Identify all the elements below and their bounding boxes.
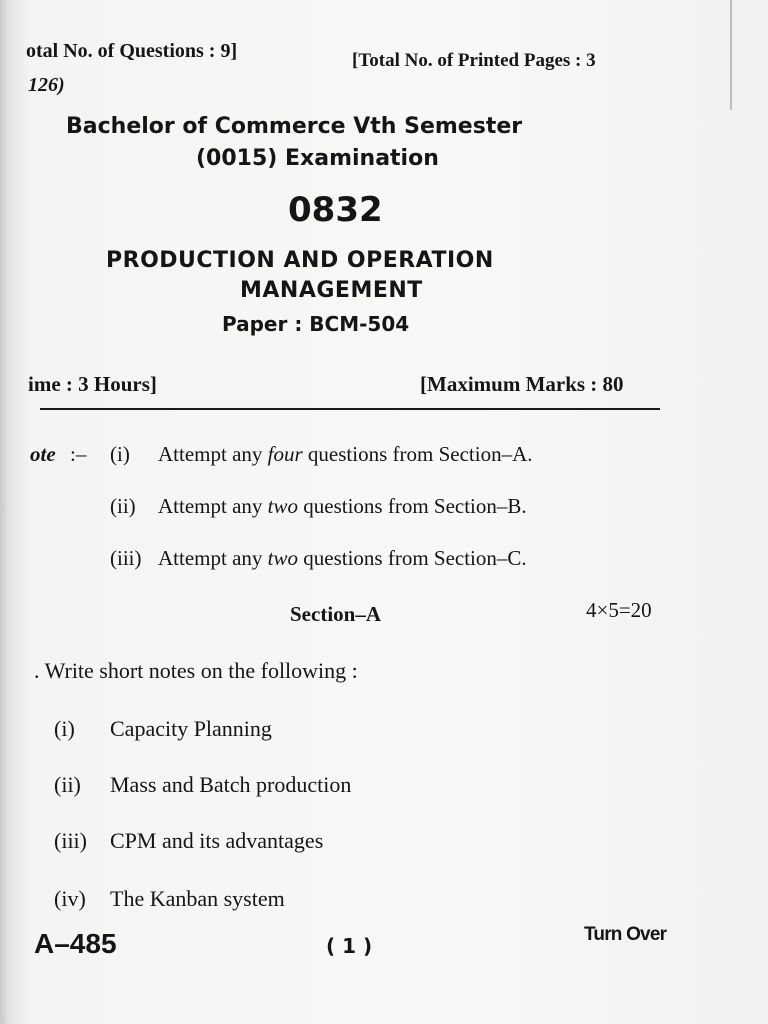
note-item-text: questions from Section–A. xyxy=(302,442,533,466)
question-item xyxy=(54,716,272,742)
question-item-text: Mass and Batch production xyxy=(110,772,352,797)
question-item-text: The Kanban system xyxy=(110,886,285,911)
page-left-shadow xyxy=(0,0,8,1024)
note-item-text: questions from Section–B. xyxy=(298,494,527,518)
note-item-number: (i) xyxy=(110,442,130,466)
paper-number: Paper : BCM-504 xyxy=(222,312,410,336)
note-label: ote xyxy=(30,442,56,466)
note-item xyxy=(110,546,527,571)
question-item-text: CPM and its advantages xyxy=(110,828,324,853)
note-dash: :– xyxy=(70,442,87,466)
note-item-number: (ii) xyxy=(110,494,136,518)
note-item-text: Attempt any xyxy=(158,546,268,570)
note-item-emphasis: two xyxy=(267,494,298,518)
question-prompt: . Write short notes on the following : xyxy=(34,658,358,683)
note-item xyxy=(110,494,527,519)
question-item-number: (ii) xyxy=(54,772,81,797)
paper-code: 0832 xyxy=(288,190,383,230)
section-title: Section–A xyxy=(290,602,381,626)
examination-title: (0015) Examination xyxy=(196,146,439,171)
page-number: ( 1 ) xyxy=(326,934,373,958)
question-item-number: (i) xyxy=(54,716,75,741)
note-item-text: Attempt any xyxy=(158,494,268,518)
question-item xyxy=(54,886,285,912)
note-item-text: Attempt any xyxy=(158,442,268,466)
total-questions: otal No. of Questions : 9] xyxy=(26,40,238,62)
question-item-number: (iv) xyxy=(54,886,86,911)
question-item-number: (iii) xyxy=(54,828,87,853)
turn-over-label: Turn Over xyxy=(584,924,667,945)
question-item xyxy=(54,772,351,798)
paper-serial-code: 126) xyxy=(28,74,65,96)
note-item-number: (iii) xyxy=(110,546,142,570)
subject-title-line1: PRODUCTION AND OPERATION xyxy=(106,248,494,273)
note-item-emphasis: four xyxy=(267,442,303,466)
page-edge-line xyxy=(730,0,732,110)
header-divider xyxy=(40,408,660,410)
maximum-marks: [Maximum Marks : 80 xyxy=(420,372,624,396)
note-item-emphasis: two xyxy=(267,546,298,570)
subject-title-line2: MANAGEMENT xyxy=(240,278,423,303)
degree-title: Bachelor of Commerce Vth Semester xyxy=(66,114,523,139)
question-item xyxy=(54,828,323,854)
note-item xyxy=(110,442,532,467)
section-marks: 4×5=20 xyxy=(586,598,652,622)
footer-paper-code: A–485 xyxy=(34,928,117,959)
exam-duration: ime : 3 Hours] xyxy=(28,372,157,396)
total-printed-pages: [Total No. of Printed Pages : 3 xyxy=(352,50,596,71)
question-item-text: Capacity Planning xyxy=(110,716,272,741)
note-item-text: questions from Section–C. xyxy=(298,546,527,570)
